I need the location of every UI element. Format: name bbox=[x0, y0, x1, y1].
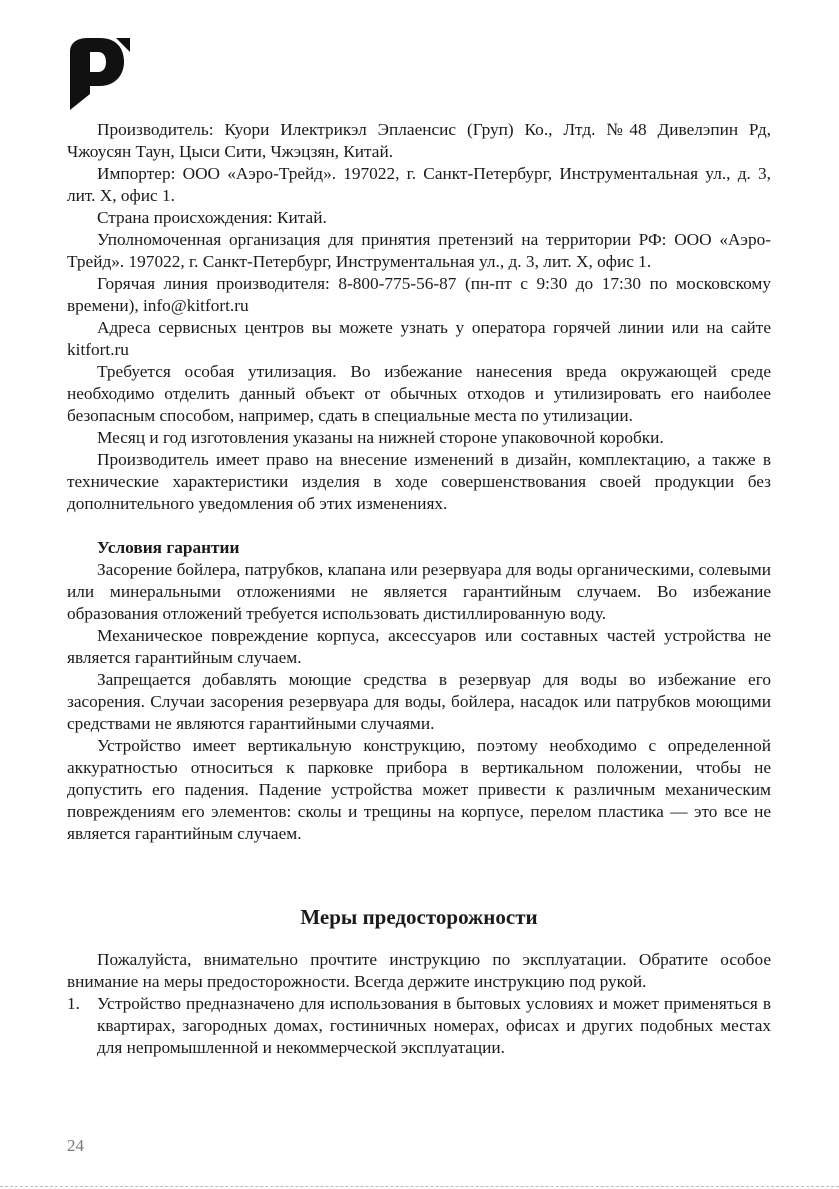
spacer bbox=[67, 515, 771, 537]
paragraph-country: Страна происхождения: Китай. bbox=[97, 208, 327, 227]
warranty-paragraph: Засорение бойлера, патрубков, клапана или резервуара для воды органическими, солевыми или минеральными отложениями не является гарантийным случаем. Во избежание образования отложений требуется использовать дистиллированную воду. bbox=[67, 560, 771, 623]
brand-logo-icon bbox=[66, 36, 132, 112]
paragraph-design-changes: Производитель имеет право на внесение изменений в дизайн, комплектацию, а также в технические характеристики изделия в ходе совершенствования своей продукции без дополнительного уведомления об этих изменениях. bbox=[67, 450, 771, 513]
precautions-title: Меры предосторожности bbox=[300, 905, 538, 929]
precautions-list bbox=[67, 993, 771, 1059]
warranty-paragraph: Механическое повреждение корпуса, аксессуаров или составных частей устройства не является гарантийным случаем. bbox=[67, 626, 771, 667]
list-item-number: 1. bbox=[67, 994, 80, 1013]
warranty-heading: Условия гарантии bbox=[97, 538, 240, 557]
paragraph-disposal: Требуется особая утилизация. Во избежание нанесения вреда окружающей среде необходимо отделить данный объект от обычных отходов и утилизировать его наиболее безопасным способом, например, сдать в специальные места по утилизации. bbox=[67, 362, 771, 425]
paragraph-manufacturer: Производитель: Куори Илектрикэл Эплаенсис (Груп) Ко., Лтд. №48 Дивелэпин Рд, Чжоусян Таун, Цыси Сити, Чжэцзян, Китай. bbox=[67, 120, 771, 161]
paragraph-importer: Импортер: ООО «Аэро-Трейд». 197022, г. Санкт-Петербург, Инструментальная ул., д. 3, лит. Х, офис 1. bbox=[67, 164, 771, 205]
spacer bbox=[67, 931, 771, 949]
bottom-divider bbox=[0, 1186, 839, 1187]
list-item bbox=[67, 993, 771, 1059]
list-item-text: Устройство предназначено для использования в бытовых условиях и может применяться в квартирах, загородных домах, гостиничных номерах, офисах и других подобных местах для непромышленной и некоммерческой эксплуатации. bbox=[97, 994, 771, 1057]
page-content bbox=[67, 119, 771, 1059]
paragraph-manufacture-date: Месяц и год изготовления указаны на нижней стороне упаковочной коробки. bbox=[97, 428, 664, 447]
spacer bbox=[67, 845, 771, 903]
warranty-paragraph: Запрещается добавлять моющие средства в резервуар для воды во избежание его засорения. Случаи засорения резервуара для воды, бойлера, насадок или патрубков моющими средствами не являются гарантийными случаями. bbox=[67, 670, 771, 733]
paragraph-authorized-org: Уполномоченная организация для принятия претензий на территории РФ: ООО «Аэро-Трейд». 197022, г. Санкт-Петербург, Инструментальная ул., д. 3, лит. Х, офис 1. bbox=[67, 230, 771, 271]
page-number: 24 bbox=[67, 1136, 84, 1155]
paragraph-service-centers: Адреса сервисных центров вы можете узнать у оператора горячей линии или на сайте kitfort.ru bbox=[67, 318, 771, 359]
warranty-paragraph: Устройство имеет вертикальную конструкцию, поэтому необходимо с определенной аккуратностью относиться к парковке прибора в вертикальном положении, чтобы не допустить его падения. Падение устройства может привести к различным механическим повреждениям его элементов: сколы и трещины на корпусе, перелом пластика — это все не является гарантийным случаем. bbox=[67, 736, 771, 843]
precautions-intro: Пожалуйста, внимательно прочтите инструкцию по эксплуатации. Обратите особое внимание на меры предосторожности. Всегда держите инструкцию под рукой. bbox=[67, 950, 771, 991]
paragraph-hotline: Горячая линия производителя: 8-800-775-56-87 (пн-пт с 9:30 до 17:30 по московскому времени), info@kitfort.ru bbox=[67, 274, 771, 315]
